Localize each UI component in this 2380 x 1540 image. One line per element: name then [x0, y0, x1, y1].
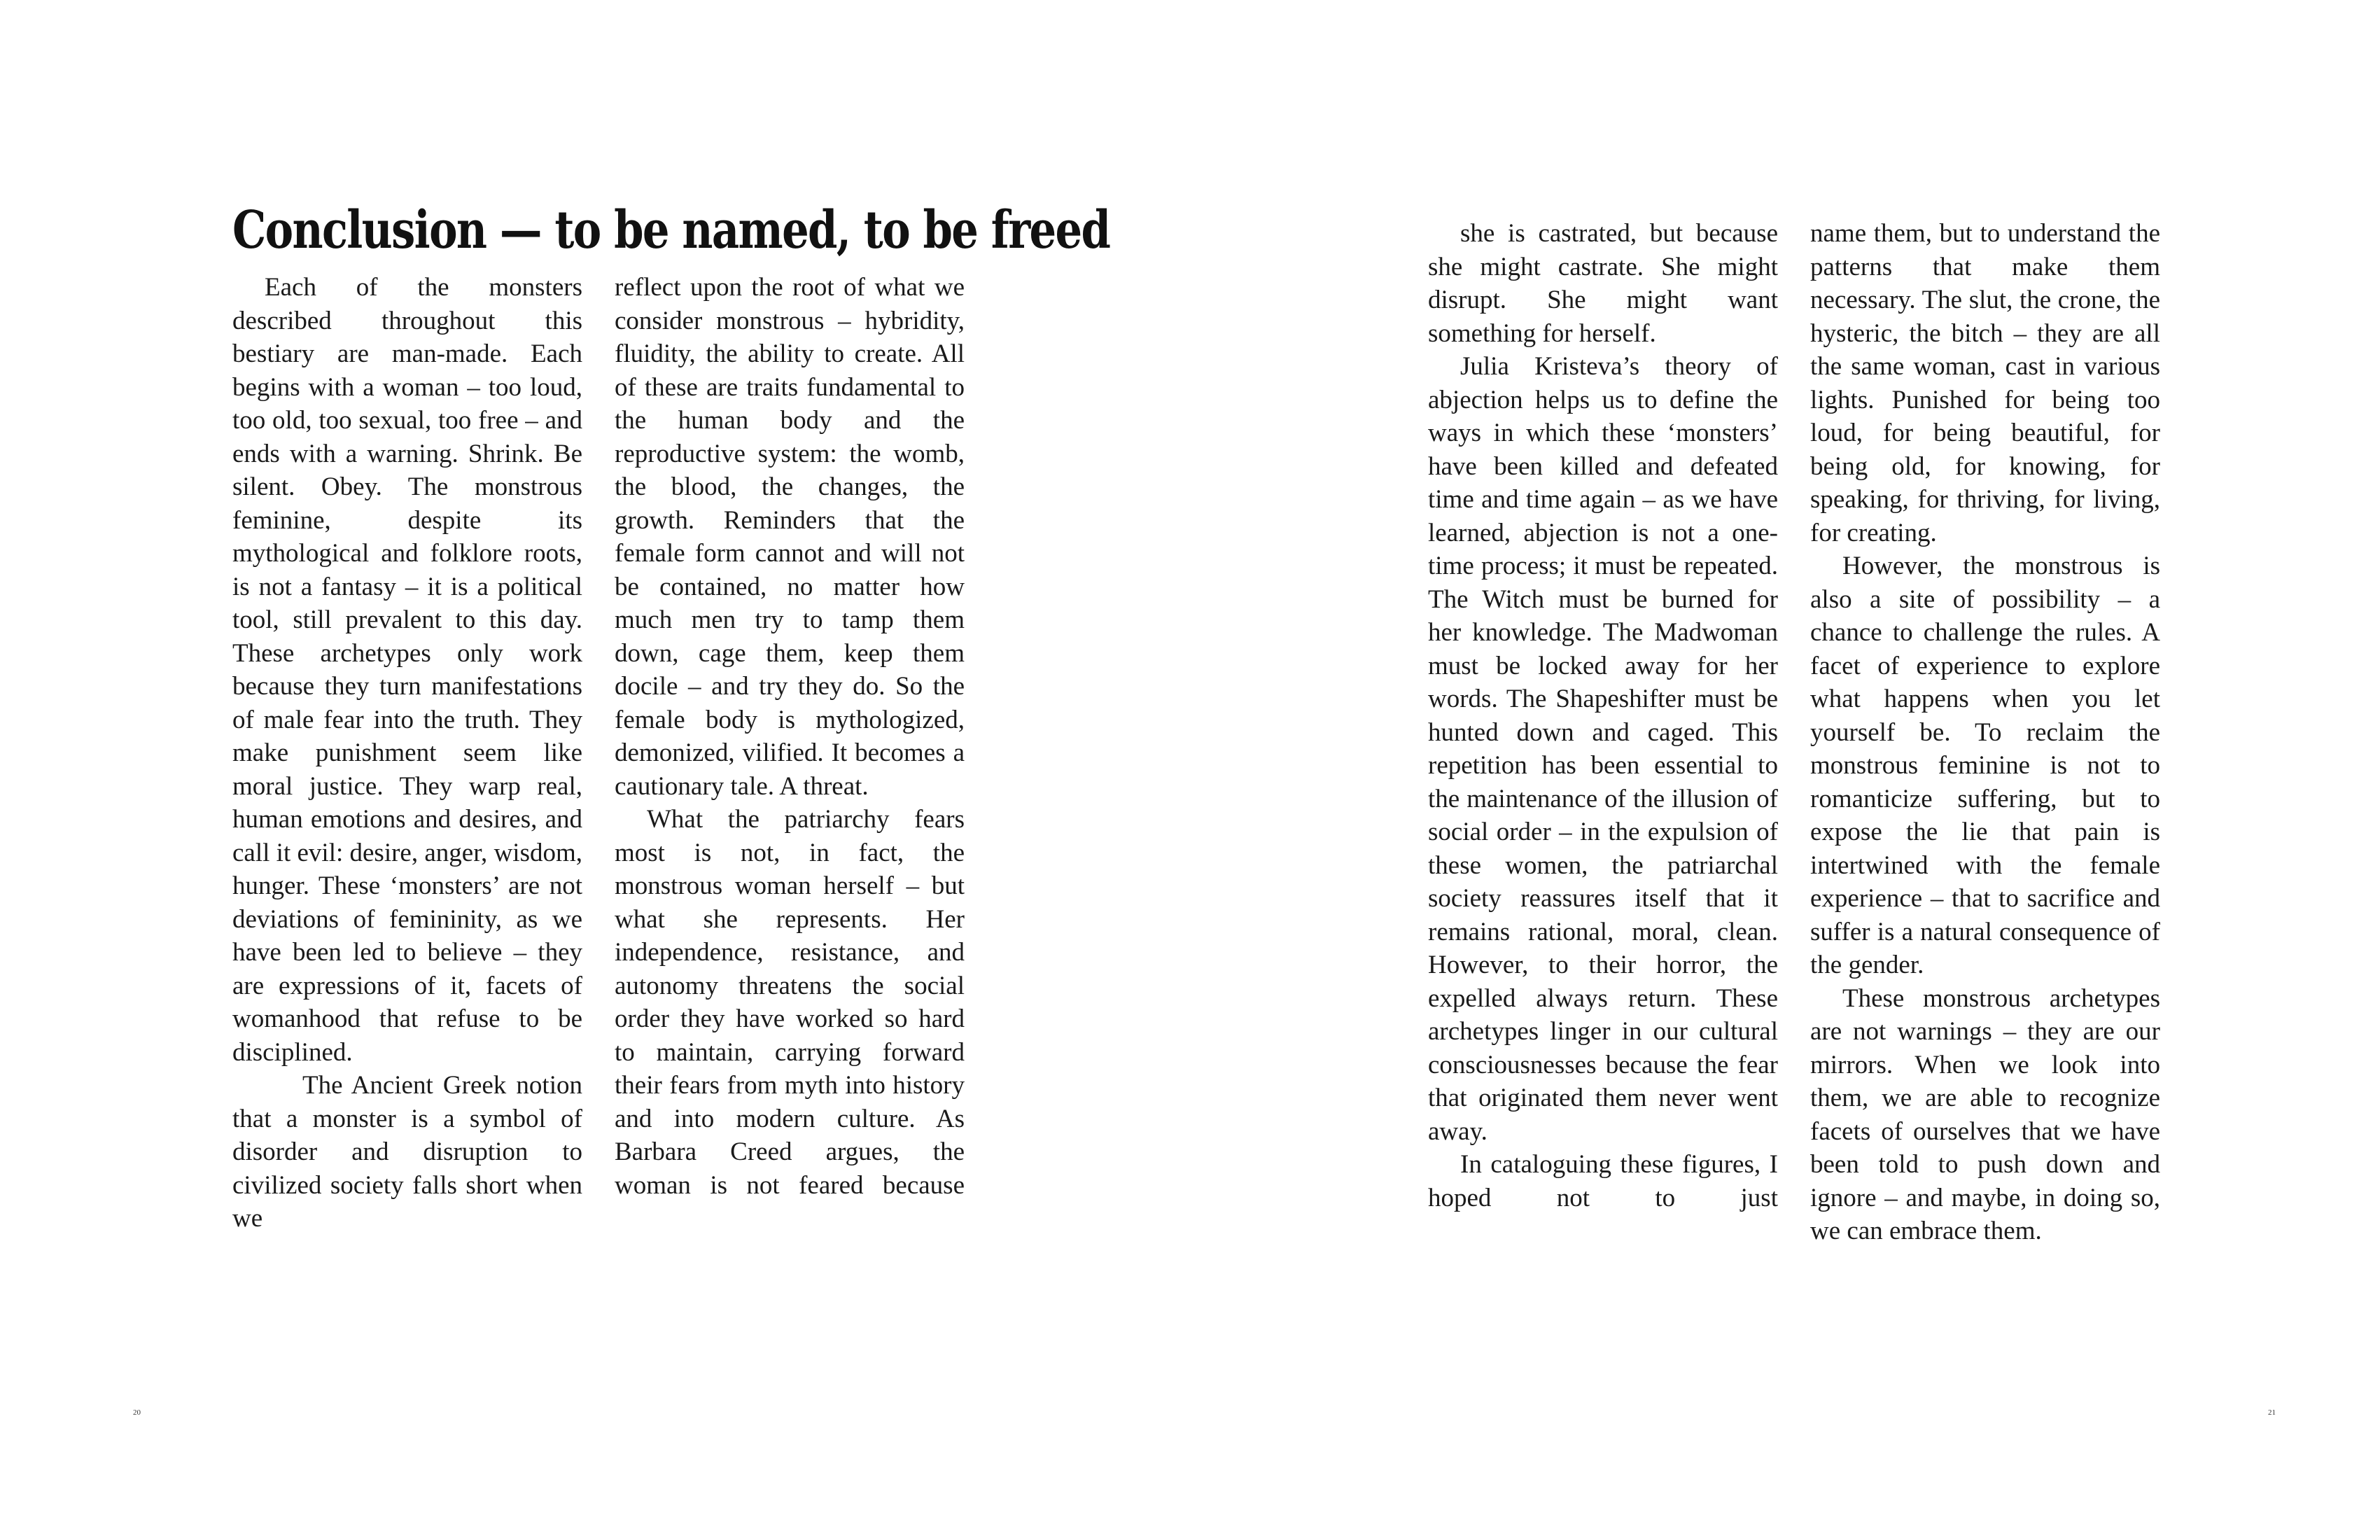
paragraph: Julia Kristeva’s theory of abjection helps us to define the ways in which these ‘monsters’ have been killed and defeated time and time again – as we have learned, abjection is not a one-time process; it must be repeated. The Witch must be burned for her knowledge. The Madwoman must be locked away for her words. The Shapeshifter must be hunted down and caged. This repetition has been essential to the maintenance of the illusion of social order – in the expulsion of these women, the patriarchal society reassures itself that it remains rational, moral, clean. However, to their horror, the expelled always return. These archetypes linger in our cultural consciousnesses because the fear that originated them never went away. — [1428, 352, 1778, 1146]
paragraph: In cataloguing these figures, I hoped not to just — [1428, 1150, 1778, 1212]
paragraph: However, the monstrous is also a site of possibility – a chance to challenge the rules. A facet of experience to explore what happens when you let yourself be. To reclaim the monstrous feminine is not to romanticize suffering, but to expose the lie that pain is intertwined with the female experience – that to sacrifice and suffer is a natural consequence of the gender. — [1810, 552, 2160, 979]
right-page-column-2 — [1810, 217, 2160, 1248]
paragraph: she is castrated, but because she might castrate. She might disrupt. She might want something for herself. — [1428, 219, 1778, 348]
paragraph: These monstrous archetypes are not warnings – they are our mirrors. When we look into them, we are able to recognize facets of ourselves that we have been told to push down and ignore – and maybe, in doing so, we can embrace them. — [1810, 983, 2160, 1245]
paragraph: name them, but to understand the patterns that make them necessary. The slut, the crone, the hysteric, the bitch – they are all the same woman, cast in various lights. Punished for being too loud, for being beautiful, for being old, for knowing, for speaking, for thriving, for living, for creating. — [1810, 219, 2160, 547]
right-page — [1190, 0, 2380, 1540]
paragraph: Each of the monsters described throughout this bestiary are man-made. Each begins with a woman – too loud, too old, too sexual, too free – and ends with a warning. Shrink. Be silent. Obey. The monstrous feminine, despite its mythological and folklore roots, is not a fantasy – it is a political tool, still prevalent to this day. These archetypes only work because they turn manifestations of male fear into the truth. They make punishment seem like moral justice. They warp real, human emotions and desires, and call it evil: desire, anger, wisdom, hunger. These ‘monsters’ are not deviations of femininity, as we have been led to believe – they are expressions of it, facets of womanhood that refuse to be disciplined. — [232, 273, 582, 1067]
chapter-heading: Conclusion — to be named, to be freed — [232, 200, 1110, 260]
right-page-column-1 — [1428, 217, 1778, 1214]
left-page-column-1 — [232, 271, 582, 1236]
paragraph: reflect upon the root of what we consider monstrous – hybridity, fluidity, the ability to create. All of these are traits fundamental to the human body and the reproductive system: the womb, the blood, the changes, the growth. Reminders that the female form cannot and will not be contained, no matter how much men try to tamp them down, cage them, keep them docile – and try they do. So the female body is mythologized, demonized, vilified. It becomes a cautionary tale. A threat. — [615, 273, 965, 801]
page-number: 20 — [133, 1408, 141, 1417]
page-number: 21 — [2268, 1408, 2276, 1417]
paragraph: The Ancient Greek notion that a monster is a symbol of disorder and disruption to civilized society falls short when we — [232, 1071, 582, 1233]
paragraph: What the patriarchy fears most is not, in fact, the monstrous woman herself – but what she represents. Her independence, resistance, and autonomy threatens the social order they have worked so hard to maintain, carrying forward their fears from myth into history and into modern culture. As Barbara Creed argues, the woman is not feared because — [615, 805, 965, 1200]
left-page-column-2 — [615, 271, 965, 1202]
